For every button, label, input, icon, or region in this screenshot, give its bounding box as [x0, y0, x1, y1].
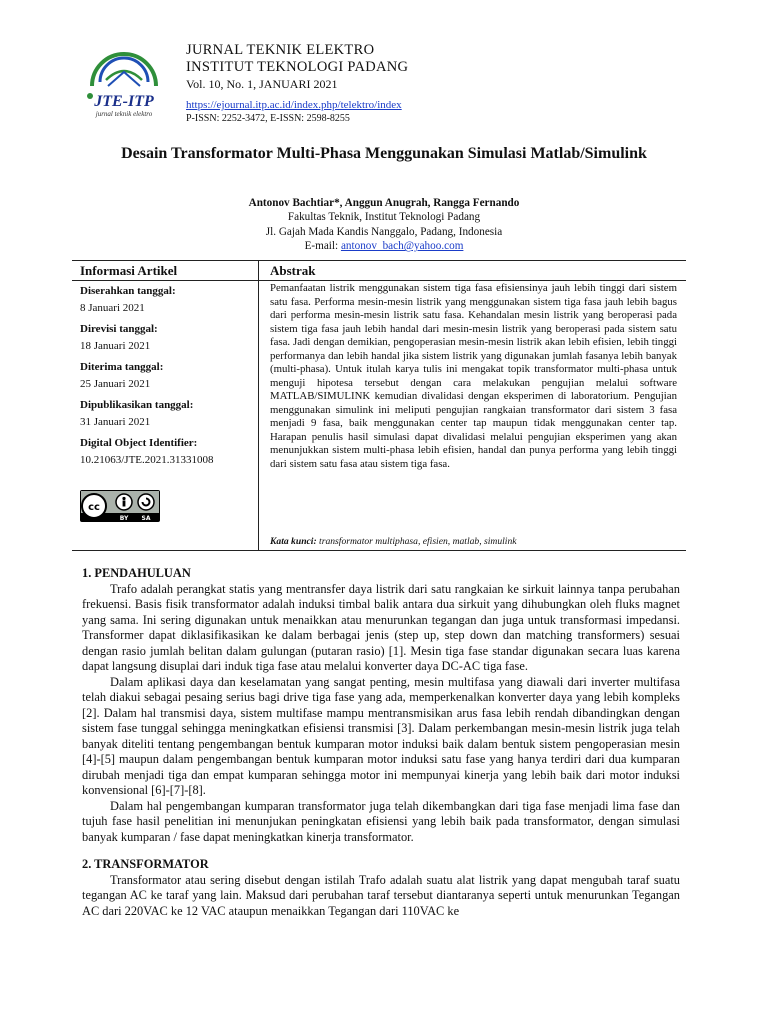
paragraph: Dalam aplikasi daya dan keselamatan yang sangat penting, mesin multifasa yang diawali dari inverter multifasa telah diakui sebagai pesaing serius bagi drive tiga fase yang ada, memperkenalkan konverter daya yang lebih kompleks [2]. Dalam hal transmisi daya, sistem multifase mampu mentransmisikan arus fasa lebih rendah dibandingkan dengan sistem fase tunggal sehingga meningkatkan efisiensi transmisi [3]. Dalam perkembangan mesin-mesin listrik juga telah banyak diteliti tentang pengembangan bentuk kumparan motor induksi baik dalam bentuk sistem pengoperasian mesin [4]-[5] maupun dalam pengembangan bentuk kumparan motor induksi satu fase yang hanya terdiri dari dua kumparan dirubah menjadi tiga dan empat kumparan sehingga motor ini mempunyai kinerja yang lebih baik dari motor induksi konvensional [6]-[7]-[8]. [82, 674, 680, 797]
journal-url-link[interactable]: https://ejournal.itp.ac.id/index.php/telektro/index [186, 99, 402, 111]
divider [72, 260, 686, 261]
svg-text:BY: BY [119, 515, 129, 522]
published-label: Dipublikasikan tanggal: [80, 399, 194, 411]
svg-text:jurnal teknik elektro: jurnal teknik elektro [95, 110, 153, 118]
divider [258, 260, 259, 551]
journal-name: JURNAL TEKNIK ELEKTRO [186, 42, 375, 58]
institute-name: INSTITUT TEKNOLOGI PADANG [186, 59, 409, 75]
journal-header [78, 42, 698, 128]
author-block [100, 196, 668, 254]
cc-by-sa-license-icon[interactable] [80, 490, 160, 522]
keywords-label: Kata kunci: [270, 536, 317, 547]
journal-logo [78, 42, 170, 122]
abstract-heading: Abstrak [270, 263, 316, 278]
paragraph: Dalam hal pengembangan kumparan transformator juga telah dikembangkan dari tiga fase menjadi lima fase dan tujuh fase hasil penelitian ini menunjukan peningkatan efisiensi yang lebih baik pada transformator, dengan simulasi banyak kumparan / fase dapat meningkatkan kinerja transformator. [82, 798, 680, 844]
revised-label: Direvisi tanggal: [80, 323, 158, 335]
article-info-heading: Informasi Artikel [80, 263, 178, 278]
keywords [270, 536, 677, 547]
author-names: Antonov Bachtiar*, Anggun Anugrah, Rangga Fernando [248, 197, 520, 209]
paper-body [82, 566, 680, 919]
svg-text:JTE-ITP: JTE-ITP [94, 93, 154, 110]
email-link[interactable]: antonov_bach@yahoo.com [340, 240, 464, 253]
submitted-value: 8 Januari 2021 [80, 302, 145, 314]
doi-value: 10.21063/JTE.2021.31331008 [80, 454, 214, 466]
spacer [82, 845, 680, 857]
journal-info [186, 42, 408, 125]
doi-label: Digital Object Identifier: [80, 437, 198, 449]
abstract-text: Pemanfaatan listrik menggunakan sistem tiga fasa efisiensinya jauh lebih tinggi dari sistem satu fasa. Performa mesin-mesin listrik yang menggunakan sistem tiga fasa jauh lebih bagus dari performa mesin-mesin listrik satu fasa. Kehandalan mesin listrik yang beroperasi pada sistem tiga fasa jauh lebih handal dari mesin-mesin listrik yang beroperasi pada sistem satu fasa. Jadi dengan demikian, pengoperasian mesin-mesin listrik akan lebih efisien, lebih tinggi performanya dan lebih handal jika sistem listrik yang digunakan jumlah fasanya lebih banyak (multi-phasa). Untuk itulah karya tulis ini mengakat topik transformator multi-phasa untuk menguji hipotesa tersebut dengan cara melakukan pengujian melalui software MATLAB/SIMULINK kemudian divalidasi dengan eksperimen di laboratorium. Pengujian menggunakan simulink ini meliputi pengujian rangkaian transformator dari sistem 3 fasa menjadi 9 fasa, baik menggunakan center tap maupun tidak menggunakan center tap. Harapan penulis hasil simulasi dapat divalidasi melalui pengujian eksperimen yang akan menunjukkan sistem multi-phasa lebih efisien, handal dan punya performa yang lebih tinggi dari sistem satu fasa atau sistem tiga fasa. [270, 282, 677, 470]
doi [80, 436, 250, 468]
submitted-date [80, 284, 250, 316]
published-date [80, 398, 250, 430]
email-label: E-mail: [304, 240, 341, 253]
paper-title: Desain Transformator Multi-Phasa Menggunakan Simulasi Matlab/Simulink [121, 145, 647, 162]
svg-text:cc: cc [88, 502, 100, 513]
submitted-label: Diserahkan tanggal: [80, 285, 176, 297]
issn-info: P-ISSN: 2252-3472, E-ISSN: 2598-8255 [186, 113, 350, 124]
article-info-column [80, 284, 250, 474]
address: Jl. Gajah Mada Kandis Nanggalo, Padang, Indonesia [265, 225, 503, 238]
accepted-date [80, 360, 250, 392]
revised-date [80, 322, 250, 354]
section-heading: 2. TRANSFORMATOR [82, 857, 209, 871]
accepted-value: 25 Januari 2021 [80, 378, 151, 390]
email-line [100, 239, 668, 253]
article-info-box [72, 260, 686, 552]
paragraph: Trafo adalah perangkat statis yang mentransfer daya listrik dari satu rangkaian ke sirkuit lainnya tanpa perubahan frekuensi. Basis fisik transformator adalah induksi timbal balik antara dua sirkuit yang dihubungkan oleh fluks magnet yang sama. Ini sering digunakan untuk menaikkan atau menurunkan tegangan dan juga untuk transformasi impedansi. Transformer dapat diklasifikasikan ke dalam berbagai jenis (step up, step down dan matching transformers) sesuai dengan rasio jumlah belitan dalam gulungan (putaran rasio) [1]. Mesin tiga fase standar digunakan secara luas karena dapat langsung disuplai dari induk tiga fase atau melalui konverter daya DC-AC tiga fase. [82, 581, 680, 673]
svg-text:SA: SA [141, 515, 151, 522]
paragraph: Transformator atau sering disebut dengan istilah Trafo adalah suatu alat listrik yang dapat mengubah taraf suatu tegangan AC ke taraf yang lain. Maksud dari perubahan taraf tersebut diantaranya seperti untuk menurunkan Tegangan AC dari 220VAC ke 12 VAC ataupun menaikkan Tegangan dari 110VAC ke [82, 872, 680, 918]
divider [72, 550, 686, 551]
revised-value: 18 Januari 2021 [80, 340, 151, 352]
published-value: 31 Januari 2021 [80, 416, 151, 428]
divider [72, 280, 686, 281]
affiliation: Fakultas Teknik, Institut Teknologi Padang [287, 211, 481, 224]
accepted-label: Diterima tanggal: [80, 361, 164, 373]
volume-info: Vol. 10, No. 1, JANUARI 2021 [186, 77, 338, 91]
keywords-value: transformator multiphasa, efisien, matlab, simulink [316, 536, 517, 547]
section-heading: 1. PENDAHULUAN [82, 566, 191, 580]
